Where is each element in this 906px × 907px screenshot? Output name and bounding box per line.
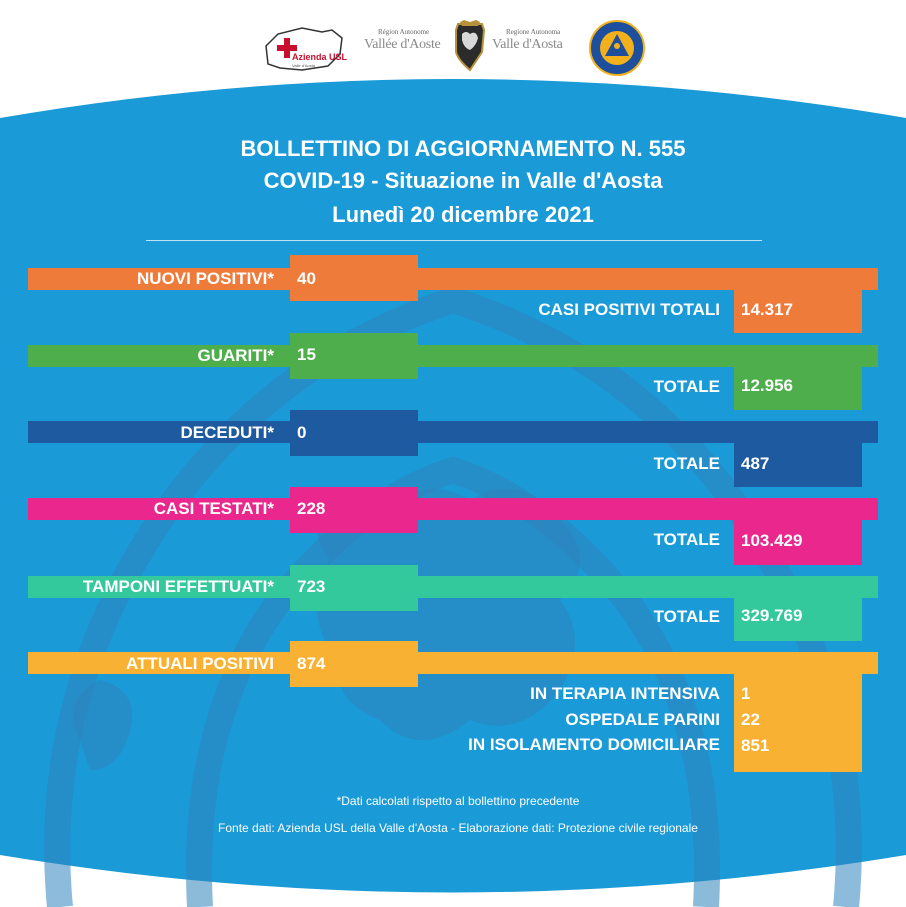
detail-value-isolamento-domiciliare: 851 (741, 736, 770, 755)
logo-bar (0, 0, 906, 95)
total-label-casi-testati: TOTALE (653, 530, 720, 549)
footnote: *Dati calcolati rispetto al bollettino precedente (336, 794, 580, 808)
region2-big-text: Valle d'Aosta (492, 37, 563, 52)
value-attuali-positivi: 874 (297, 654, 326, 673)
detail-value-terapia-intensiva: 1 (741, 684, 751, 703)
value-box-deceduti (290, 410, 418, 456)
data-source: Fonte dati: Azienda USL della Valle d'Aosta - Elaborazione dati: Protezione civile regionale (218, 821, 698, 835)
total-value-tamponi: 329.769 (741, 606, 803, 625)
value-guariti: 15 (297, 345, 316, 364)
total-label-tamponi: TOTALE (653, 607, 720, 626)
value-tamponi: 723 (297, 577, 326, 596)
label-tamponi: TAMPONI EFFETTUATI* (82, 577, 274, 596)
total-label-guariti: TOTALE (653, 377, 720, 396)
label-casi-testati: CASI TESTATI* (153, 499, 274, 518)
label-attuali-positivi: ATTUALI POSITIVI (126, 654, 274, 673)
region2-small-text: Regione Autonoma (506, 28, 561, 36)
region-logo-italian (492, 28, 602, 68)
usl-name: Azienda USL (292, 52, 348, 62)
usl-subtitle: Valle d'Aosta (292, 63, 315, 68)
row-band-guariti (28, 345, 878, 367)
label-guariti: GUARITI* (197, 346, 274, 365)
bulletin-title: BOLLETTINO DI AGGIORNAMENTO N. 555 (240, 136, 686, 161)
protezione-civile-logo (589, 20, 645, 76)
label-nuovi-positivi: NUOVI POSITIVI* (137, 269, 274, 288)
region-big-text: Vallée d'Aoste (364, 37, 441, 52)
label-deceduti: DECEDUTI* (180, 423, 274, 442)
detail-label-isolamento-domiciliare: IN ISOLAMENTO DOMICILIARE (468, 735, 720, 754)
total-label-casi-positivi: CASI POSITIVI TOTALI (538, 300, 720, 319)
row-band-deceduti (28, 421, 878, 443)
detail-label-terapia-intensiva: IN TERAPIA INTENSIVA (530, 684, 720, 703)
detail-value-ospedale-parini: 22 (741, 710, 760, 729)
total-label-deceduti: TOTALE (653, 454, 720, 473)
detail-label-ospedale-parini: OSPEDALE PARINI (565, 710, 720, 729)
header-divider (146, 240, 762, 241)
region-small-text: Région Autonome (378, 28, 430, 36)
bulletin-subtitle: COVID-19 - Situazione in Valle d'Aosta (263, 168, 663, 193)
total-value-guariti: 12.956 (741, 376, 793, 395)
value-casi-testati: 228 (297, 499, 326, 518)
total-value-casi-testati: 103.429 (741, 531, 803, 550)
bulletin-date: Lunedì 20 dicembre 2021 (332, 202, 594, 227)
coat-of-arms-icon (452, 20, 488, 72)
total-value-deceduti: 487 (741, 454, 770, 473)
total-value-casi-positivi: 14.317 (741, 300, 793, 319)
value-deceduti: 0 (297, 423, 307, 442)
value-nuovi-positivi: 40 (297, 269, 316, 288)
